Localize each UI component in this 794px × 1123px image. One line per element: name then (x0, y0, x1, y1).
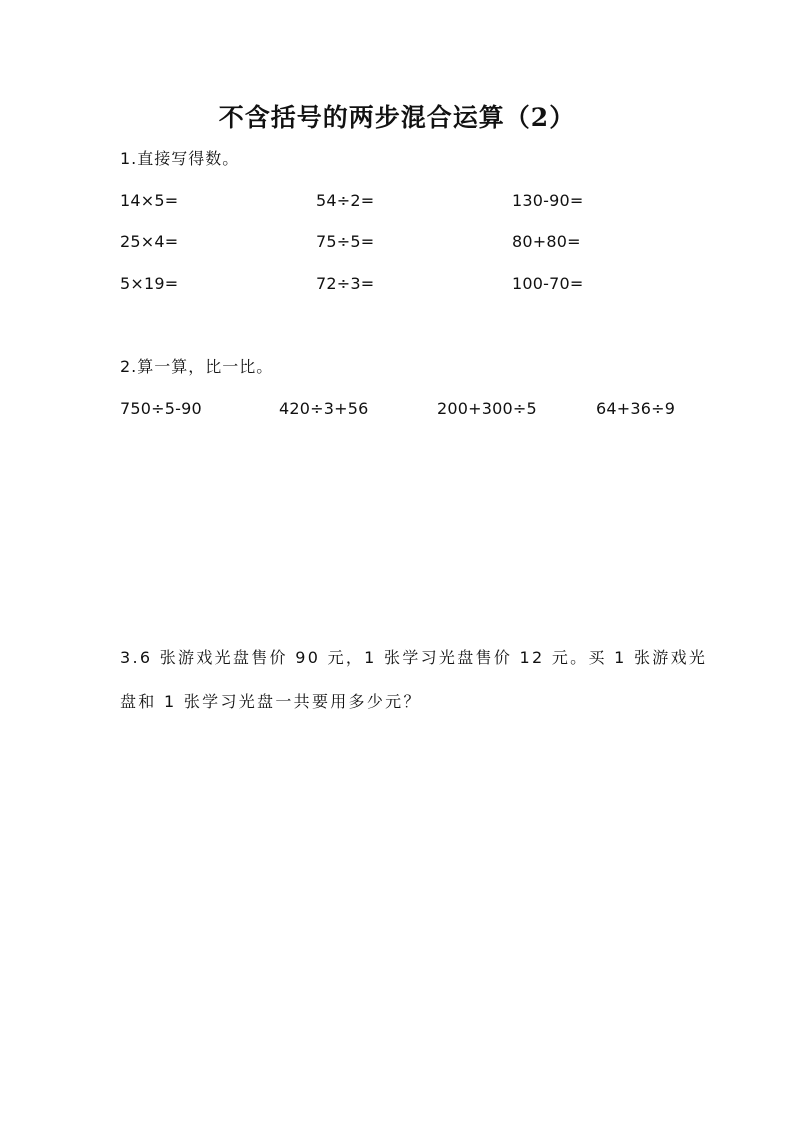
calc-expression: 64+36÷9 (596, 399, 676, 418)
oral-calc-item: 80+80= (512, 232, 581, 251)
oral-calc-item: 75÷5= (316, 232, 375, 251)
oral-calc-item: 5×19= (120, 274, 179, 293)
section-1-heading: 1.直接写得数。 (120, 149, 240, 168)
calc-expression: 200+300÷5 (437, 399, 537, 418)
page-title: 不含括号的两步混合运算（2） (218, 103, 576, 132)
calc-expression: 750÷5-90 (120, 399, 202, 418)
section-2-heading: 2.算一算，比一比。 (120, 357, 274, 376)
oral-calc-item: 25×4= (120, 232, 179, 251)
calc-expression: 420÷3+56 (279, 399, 369, 418)
oral-calc-item: 72÷3= (316, 274, 375, 293)
oral-calc-item: 100-70= (512, 274, 584, 293)
word-problem-line: 盘和 1 张学习光盘一共要用多少元？ (120, 692, 422, 711)
oral-calc-item: 14×5= (120, 191, 179, 210)
word-problem-line: 3.6 张游戏光盘售价 90 元，1 张学习光盘售价 12 元。买 1 张游戏光 (120, 648, 708, 667)
oral-calc-item: 130-90= (512, 191, 584, 210)
oral-calc-item: 54÷2= (316, 191, 375, 210)
